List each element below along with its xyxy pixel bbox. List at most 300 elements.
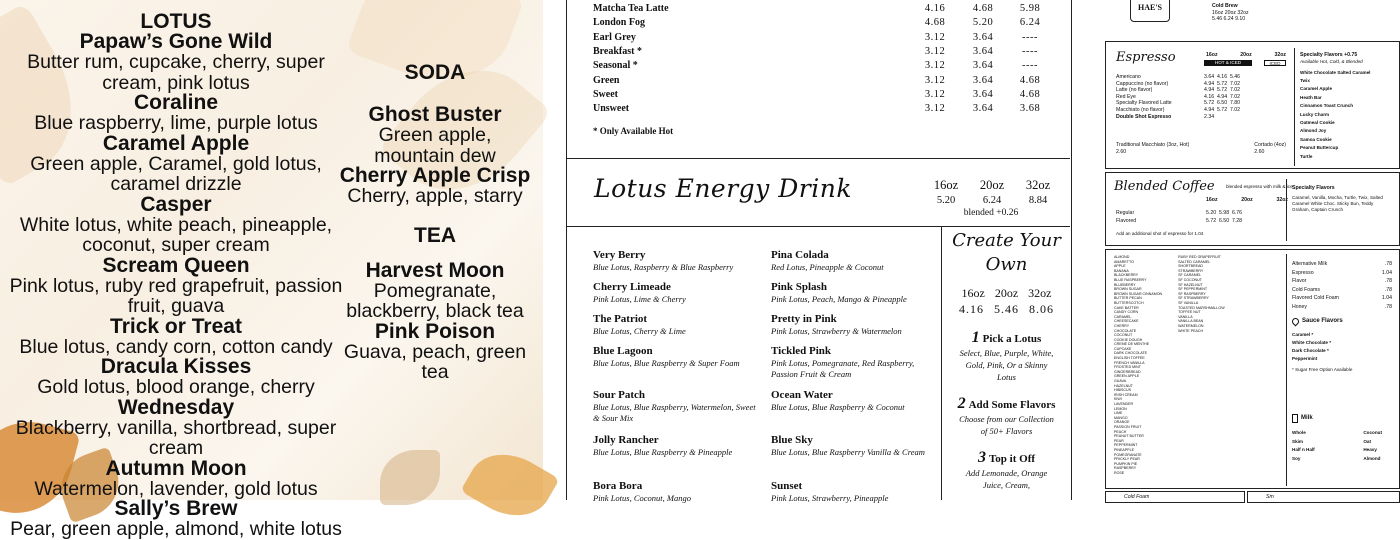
flavor-item: SF PEPPERMINT [1178, 287, 1208, 292]
flavor-item: GREEN APPLE [1114, 374, 1140, 379]
addon-price: .78 [1384, 286, 1392, 293]
drink-name: Cherry Limeade [593, 281, 671, 293]
coffee-menu-panel [1104, 0, 1400, 500]
addon-price: .78 [1384, 261, 1392, 267]
step-label: Pick a Lotus [982, 333, 1042, 345]
milk-carton-icon [1292, 414, 1298, 423]
size-label: 16oz [1206, 52, 1218, 58]
sauce-title: Sauce Flavors [1302, 318, 1343, 325]
tea-heading: TEA [414, 223, 456, 247]
flavor-item: ALMOND [1114, 255, 1130, 259]
price-20oz: 4.68 [972, 3, 994, 14]
blended-title: Blended Coffee [1114, 179, 1215, 194]
energy-drink [771, 389, 936, 413]
flavor-item: HAZELNUT [1114, 383, 1133, 388]
item-name: Cappuccino (no flavor) [1116, 80, 1169, 87]
espresso-row [1116, 74, 1286, 81]
tea-name: Pink Poison [374, 319, 496, 343]
milk-item: Oat [1363, 438, 1372, 444]
flavor-item: IRISH CREAM [1114, 392, 1138, 397]
blended-row [1116, 209, 1288, 217]
specialty-sub: Available Hot, Cold, & Blended [1300, 58, 1363, 64]
tea-row [567, 89, 1070, 103]
espresso-row [1116, 81, 1286, 88]
addon-row [1292, 286, 1392, 295]
drink-name: Pina Colada [771, 249, 829, 261]
size-price: 6.24 [982, 195, 1002, 206]
blended-upcharge: blended +0.26 [963, 208, 1019, 218]
drink-name: Scream Queen [102, 253, 250, 277]
item-prices: 3.64 4.16 5.46 [1204, 74, 1241, 80]
drink-name: Blue Sky [771, 434, 813, 446]
price-32oz: 5.98 [1019, 3, 1041, 14]
drink-desc: Pink Lotus, Coconut, Mango [593, 493, 691, 503]
soda-desc: Green apple, mountain dew [374, 124, 496, 167]
item-name: Traditional Macchiato (3oz, Hot) [1116, 142, 1190, 148]
price-32oz: 3.68 [1019, 103, 1041, 115]
price-20oz: 5.20 [972, 17, 994, 29]
addon-name: Cold Foams [1292, 286, 1320, 293]
specialty-flavor: Peanut Buttercup [1300, 145, 1339, 151]
espresso-row [1116, 107, 1286, 114]
energy-drink [771, 281, 936, 305]
specialty-flavor: Almond Joy [1300, 128, 1327, 134]
flavor-item: PEACH [1114, 429, 1127, 434]
cold-brew-sizes: 16oz 20oz 32oz [1212, 9, 1249, 16]
milk-item: Soy [1292, 455, 1301, 461]
flavor-item: BLUE RASPBERRY [1114, 277, 1147, 282]
tea-price-table [567, 0, 1070, 159]
soda-tea-list [337, 62, 533, 383]
drink-name: Very Berry [593, 249, 646, 261]
size-label: 16oz [961, 286, 985, 300]
addon-name: Flavor [1292, 278, 1307, 284]
item-name: Americano [1116, 74, 1141, 80]
flavor-item: SF STRAWBERRY [1178, 296, 1209, 301]
price-20oz: 3.64 [972, 31, 994, 43]
item-prices: 5.72 6.50 7.80 [1204, 100, 1241, 107]
addon-row [1292, 303, 1392, 312]
leaf-decoration [380, 450, 440, 505]
price-20oz: 3.64 [972, 60, 994, 72]
addon-row [1292, 269, 1392, 278]
cold-foam-title: Cold Foam [1124, 494, 1150, 500]
tea-name: Unsweet [593, 103, 630, 115]
price-16oz: 3.12 [924, 45, 946, 57]
step-title [943, 395, 1070, 413]
price-32oz: ---- [1022, 60, 1038, 72]
drink-name: Caramel Apple [102, 131, 250, 155]
flavor-item: CHOCOLATE [1114, 328, 1137, 333]
blended-specialty-title: Specialty Flavors [1292, 185, 1335, 191]
item-name: Latte (no flavor) [1116, 87, 1153, 94]
price-16oz: 4.16 [924, 3, 946, 14]
flavor-item: CARAMEL [1114, 314, 1132, 319]
flavor-item: SF CARAMEL [1178, 273, 1202, 278]
item-price: 2.60 [1254, 148, 1265, 155]
flavor-item: HIBISCUS [1114, 388, 1131, 393]
flavor-item: CHEESECAKE [1114, 319, 1139, 324]
tea-row [567, 17, 1070, 31]
specialty-flavor: Lucky Charm [1300, 111, 1330, 117]
flavor-item: FROSTED MINT [1114, 365, 1141, 370]
size-label: 20oz [994, 286, 1019, 300]
price-16oz: 3.12 [924, 103, 946, 115]
flavor-item: ORANGE [1114, 420, 1130, 425]
size-label: 20oz [1240, 52, 1252, 58]
flavor-item: PEANUT BUTTER [1114, 434, 1144, 439]
price-32oz: 4.68 [1019, 88, 1041, 100]
cold-brew [1212, 3, 1292, 23]
flavor-item: GINGERBREAD [1114, 369, 1141, 374]
drink-desc: Pink Lotus, Strawberry, Pineapple [771, 493, 889, 503]
flavor-item: VANILLA [1178, 314, 1193, 319]
blended-note: blended espresso with milk & ice [1226, 184, 1293, 189]
soda-name: Cherry Apple Crisp [339, 164, 531, 187]
specialty-flavor: Oatmeal Cookie [1300, 120, 1335, 126]
drink-desc: Green apple, Caramel, gold lotus, caramel drizzle [30, 152, 322, 195]
cold-brew-title: Cold Brew [1212, 3, 1238, 9]
flavor-item: BUTTER PECAN [1114, 296, 1142, 301]
drink-name: Sunset [771, 480, 803, 492]
tea-desc: Pomegranate, blackberry, black tea [346, 279, 524, 322]
tea-desc: Guava, peach, green tea [343, 340, 527, 383]
flavor-item: TOFFEE NUT [1178, 310, 1201, 315]
blended-specialty-text: Caramel, Vanilla, Mocha, Turtle, Twix, Salted Caramel White Choc. Sticky Bun, Teddy Graham, Captain Crunch [1292, 194, 1383, 212]
item-prices: 4.94 5.72 7.02 [1204, 87, 1241, 94]
flavor-item: STRAWBERRY [1178, 268, 1204, 273]
drink-desc: Blue Lotus, Blue Raspberry Vanilla & Cream [771, 447, 925, 457]
flavor-item: CUPCAKE [1114, 346, 1132, 351]
item-name: Cortado (4oz) [1254, 142, 1286, 148]
addon-row [1292, 277, 1392, 286]
price-32oz: ---- [1022, 45, 1038, 57]
flavor-item: CAKE BATTER [1114, 305, 1139, 310]
tea-name: Harvest Moon [365, 258, 505, 282]
flavor-item: RASPBERRY [1114, 466, 1137, 471]
create-your-own [943, 228, 1070, 491]
tea-name: Seasonal * [593, 60, 638, 72]
step-desc: Select, Blue, Purple, White, Gold, Pink, Or a Skinny Lotus [959, 348, 1054, 382]
item-name: Red Eye [1116, 93, 1136, 100]
create-step [943, 395, 1070, 437]
addon-name: Alternative Milk [1292, 261, 1328, 267]
flavor-item: ROSE [1114, 470, 1125, 475]
item-prices: 2.34 [1204, 113, 1215, 120]
drink-desc: Blue Lotus, Raspberry & Blue Raspberry [593, 262, 734, 272]
drink-desc: Blackberry, vanilla, shortbread, super cream [15, 416, 337, 459]
flavor-item: MANGO [1114, 415, 1128, 420]
cold-brew-prices: 5.46 6.24 9.10 [1212, 16, 1246, 23]
item-price: 2.60 [1116, 148, 1127, 155]
energy-menu-panel [566, 0, 1072, 503]
shop-logo: HAE'S [1130, 0, 1170, 22]
flavor-item: ENGLISH TOFFEE [1114, 356, 1145, 361]
energy-drink [593, 313, 758, 337]
tea-name: Breakfast * [593, 45, 642, 57]
flavor-item: BROWN SUGAR [1114, 287, 1142, 292]
blended-row [1116, 217, 1288, 225]
specialty-flavor: Caramel Apple [1300, 86, 1332, 92]
size-price: 5.20 [936, 195, 956, 206]
price-32oz: ---- [1022, 31, 1038, 43]
step-desc: Choose from our Collection of 50+ Flavors [959, 414, 1054, 436]
flavor-item: TOASTED MARSHMALLOW [1178, 305, 1225, 310]
size-price: 5.46 [994, 302, 1019, 316]
drink-name: Casper [140, 192, 212, 216]
drink-name: Blue Lagoon [593, 345, 653, 357]
lotus-drink-list [0, 12, 352, 540]
fall-menu-panel [0, 0, 543, 540]
tea-row [567, 32, 1070, 46]
drink-name: Papaw’s Gone Wild [79, 30, 273, 53]
flavor-list [1114, 255, 1274, 476]
flavor-item: COOKIE DOUGH [1114, 337, 1143, 342]
milk-item: Skim [1292, 438, 1303, 444]
flavor-item: BUTTERSCOTCH [1114, 300, 1144, 305]
tea-name: Green [593, 74, 620, 86]
drink-desc: Blue Lotus, Blue Raspberry, Watermelon, Sweet & Sour Mix [593, 402, 756, 423]
energy-drink [593, 249, 758, 273]
price-16oz: 3.12 [924, 74, 946, 86]
drink-desc: Blue Lotus, Blue Raspberry & Coconut [771, 402, 905, 412]
flavor-item: CHERRY [1114, 323, 1130, 328]
flavor-item: CANDY CORN [1114, 310, 1139, 315]
milk-item: Coconut [1363, 430, 1382, 435]
drink-desc: Pink lotus, ruby red grapefruit, passion fruit, guava [9, 274, 343, 317]
energy-drink [593, 345, 758, 369]
size-label: 20oz [979, 178, 1005, 192]
specialty-flavor: Twix [1300, 78, 1310, 83]
sauce-item: Dark Chocolate * [1292, 348, 1329, 353]
flavor-item: FRENCH VANILLA [1114, 360, 1145, 365]
item-prices: 4.94 5.72 7.02 [1204, 80, 1241, 87]
flavor-item: RUBY RED GRAPEFRUIT [1178, 255, 1221, 259]
espresso-extra [1116, 142, 1189, 155]
flavor-item: PEAR [1114, 438, 1124, 443]
flavor-item: APPLE [1114, 264, 1126, 269]
create-title: Create Your [952, 230, 1061, 251]
tea-list [337, 258, 533, 383]
sauce-item: White Chocolate * [1292, 340, 1332, 345]
energy-title: Lotus Energy Drink [594, 174, 852, 203]
flavor-item: BLACKBERRY [1114, 273, 1139, 278]
flavor-item: LIME [1114, 411, 1123, 416]
specialty-flavor: Samoa Cookie [1300, 136, 1332, 142]
soda-heading: SODA [404, 61, 466, 84]
tea-note: * Only Available Hot [593, 126, 674, 136]
drink-desc: Pink Lotus, Peach, Mango & Pineapple [771, 294, 907, 304]
drink-name: Pink Splash [771, 281, 827, 293]
drink-desc: Blue Lotus, Blue Raspberry & Super Foam [593, 358, 740, 368]
drink-desc: Red Lotus, Pineapple & Coconut [771, 262, 884, 272]
flavor-item: COCONUT [1114, 333, 1133, 338]
divider [567, 226, 1070, 227]
espresso-section [1105, 41, 1400, 169]
addon-price: 1.04 [1381, 269, 1392, 276]
drink-name: Jolly Rancher [593, 434, 659, 446]
divider [941, 227, 942, 500]
price-20oz: 3.64 [972, 103, 994, 115]
sauce-item: Peppermint [1292, 356, 1318, 361]
blended-foot: Add an additional shot of espresso for 1.04 [1116, 231, 1204, 236]
drink-name: Tickled Pink [771, 345, 832, 357]
addon-name: Honey [1292, 303, 1307, 310]
item-prices: 5.72 6.50 7.28 [1206, 218, 1243, 224]
size-label: 20oz [1241, 197, 1253, 203]
addon-row [1292, 294, 1392, 303]
flavor-item: LAVENDER [1114, 402, 1134, 406]
item-prices: 4.16 4.94 7.02 [1204, 93, 1241, 100]
flavor-item: SF RASPBERRY [1178, 291, 1206, 296]
size-price: 4.16 [959, 302, 984, 316]
drink-desc: Blue Lotus, Blue Raspberry & Pineapple [593, 447, 733, 457]
flavor-item: SF HAZELNUT [1178, 282, 1203, 287]
drink-desc: Pear, green apple, almond, white lotus [10, 518, 342, 540]
drink-name: Sally’s Brew [114, 497, 238, 520]
step-label: Top it Off [988, 453, 1036, 465]
flavor-item: KIWI [1114, 397, 1122, 402]
flavor-item: GUAVA [1114, 379, 1127, 384]
addon-row [1292, 260, 1392, 269]
flavor-item: PINEAPPLE [1114, 447, 1134, 452]
step-title [943, 329, 1070, 347]
addon-name: Flavored Cold Foam [1292, 295, 1339, 301]
price-16oz: 3.12 [924, 60, 946, 72]
drop-icon [1291, 317, 1301, 327]
step-number: 2 [957, 395, 966, 412]
drink-name: Wednesday [117, 395, 235, 419]
cold-foam-section [1105, 491, 1245, 503]
tea-row [567, 75, 1070, 89]
step-number: 1 [971, 329, 980, 346]
soda-list [337, 105, 533, 207]
size-label: 32oz [1025, 178, 1051, 192]
create-step [943, 329, 1070, 383]
item-name: Specialty Flavored Latte [1116, 100, 1172, 107]
item-name: Macchiato (no flavor) [1116, 106, 1165, 113]
flavor-item: DARK CHOCOLATE [1114, 351, 1148, 356]
drink-desc: White lotus, white peach, pineapple, coconut, super cream [19, 213, 333, 256]
tea-name: London Fog [593, 17, 645, 29]
drink-name: Bora Bora [593, 480, 643, 492]
flavor-item: VANILLA BEAN [1178, 319, 1204, 324]
small-section [1247, 491, 1400, 503]
price-16oz: 3.12 [924, 88, 946, 100]
drink-desc: Pink Lotus, Pomegranate, Red Raspberry, Passion Fruit & Cream [771, 358, 915, 379]
tea-row [567, 3, 1070, 17]
drink-desc: Pink Lotus, Lime & Cherry [593, 294, 686, 304]
addon-price: 1.04 [1381, 295, 1392, 301]
flavor-item: BLUEBERRY [1114, 282, 1136, 287]
drink-name: Ocean Water [771, 389, 833, 401]
size-label: 32oz [1028, 286, 1052, 300]
flavor-item: PRICKLY PEAR [1114, 457, 1140, 462]
energy-drink [593, 434, 758, 458]
addon-price: .78 [1384, 278, 1392, 284]
soda-desc: Cherry, apple, starry [347, 185, 523, 207]
milk-item: Whole [1292, 430, 1306, 435]
price-16oz: 4.68 [924, 17, 946, 29]
item-name: Double Shot Espresso [1116, 113, 1172, 120]
flavor-item: WATERMELON [1178, 323, 1204, 328]
flavor-item: BANANA [1114, 268, 1129, 273]
sauce-note: * Sugar Free Option Available [1292, 367, 1353, 372]
flavor-item: BROWN SUGAR CINNAMON [1114, 291, 1163, 296]
item-prices: 4.94 5.72 7.02 [1204, 106, 1241, 113]
hot-iced-tag: HOT & ICED [1204, 60, 1252, 66]
size-label: 16oz [1206, 197, 1218, 203]
tea-row [567, 103, 1070, 117]
drink-desc: Butter rum, cupcake, cherry, super cream, pink lotus [27, 51, 325, 94]
flavor-item: LEMON [1114, 406, 1127, 411]
drink-desc: Blue Lotus, Cherry & Lime [593, 326, 686, 336]
specialty-flavor: Turtle [1300, 153, 1313, 159]
price-32oz: 4.68 [1019, 74, 1041, 86]
item-name: Flavored [1116, 218, 1137, 224]
flavor-item: PASSION FRUIT [1114, 424, 1142, 429]
energy-drink [593, 480, 758, 504]
tea-row [567, 46, 1070, 60]
step-label: Add Some Flavors [968, 399, 1056, 411]
drink-name: Sour Patch [593, 389, 646, 401]
step-desc: Add Lemonade, Orange Juice, Cream, [965, 468, 1048, 490]
price-16oz: 3.12 [924, 31, 946, 43]
drink-name: Dracula Kisses [100, 355, 252, 378]
flavor-item: PEPPERMINT [1114, 443, 1138, 448]
price-20oz: 3.64 [972, 45, 994, 57]
milk-item: Almond [1363, 455, 1381, 461]
size-label: 32oz [1276, 197, 1288, 203]
price-32oz: 6.24 [1019, 17, 1041, 29]
price-20oz: 3.64 [972, 88, 994, 100]
drink-name: Coraline [133, 91, 219, 114]
item-name: Regular [1116, 210, 1135, 216]
step-title [943, 449, 1070, 467]
drink-desc: Blue raspberry, lime, purple lotus [34, 112, 318, 134]
create-title: Own [985, 254, 1028, 275]
price-20oz: 3.64 [972, 74, 994, 86]
energy-drink [771, 345, 936, 380]
milk-item: Heavy [1363, 447, 1377, 452]
create-step [943, 449, 1070, 491]
espresso-extra [1254, 142, 1286, 155]
flavor-item: AMARETTO [1114, 259, 1134, 264]
addon-price: .78 [1384, 303, 1392, 310]
tea-name: Matcha Tea Latte [593, 3, 669, 14]
drink-name: Trick or Treat [110, 314, 242, 338]
size-price: 8.84 [1028, 195, 1048, 206]
drink-name: Pretty in Pink [771, 313, 837, 325]
drink-desc: Blue lotus, candy corn, cotton candy [19, 335, 333, 358]
flavor-item: POMEGRANATE [1114, 452, 1142, 457]
energy-drink [771, 249, 936, 273]
flavor-item: SALTED CARAMEL [1178, 259, 1211, 264]
blended-section [1105, 172, 1400, 246]
maple-leaf-decoration [460, 439, 559, 531]
milk-item: Half n Half [1292, 447, 1315, 452]
tea-row [567, 60, 1070, 74]
drink-desc: Watermelon, lavender, gold lotus [34, 477, 318, 500]
energy-drink [771, 480, 936, 504]
drink-desc: Pink Lotus, Strawberry & Watermelon [771, 326, 902, 336]
espresso-row [1116, 100, 1286, 107]
specialty-flavor: Cinnamon Toast Crunch [1300, 103, 1353, 109]
flavor-item: SF VANILLA [1178, 300, 1199, 305]
specialty-flavor: Heath Bar [1300, 94, 1322, 100]
milk-title: Milk [1301, 415, 1313, 422]
flavor-item: SF COCONUT [1178, 277, 1202, 282]
